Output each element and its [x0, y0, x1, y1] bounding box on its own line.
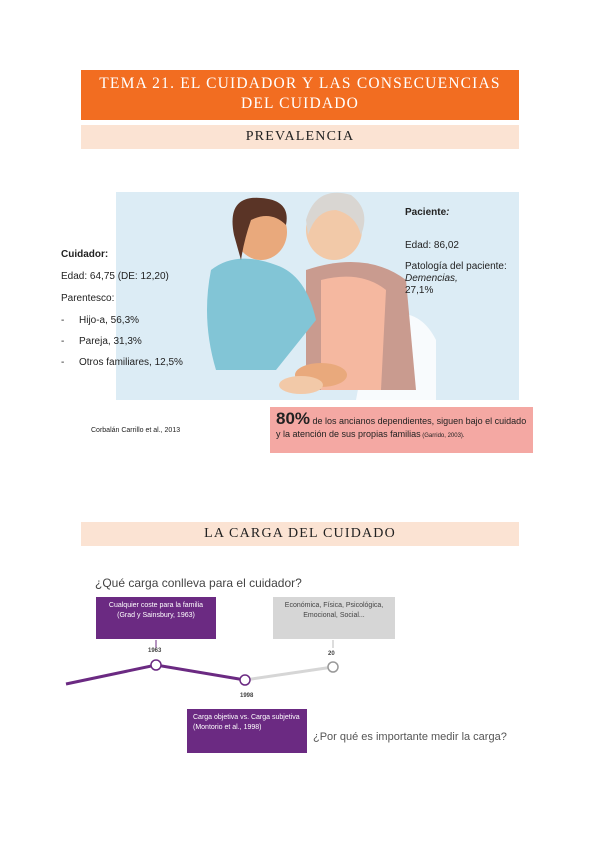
patient-heading: Paciente:	[405, 207, 450, 218]
patient-info	[405, 207, 515, 297]
section-heading-prevalencia: PREVALENCIA	[81, 125, 519, 149]
citation: Corbalán Carrillo et al., 2013	[91, 427, 181, 434]
stat-percentage: 80%	[276, 409, 311, 428]
list-item: - Pareja, 31,3%	[61, 336, 142, 347]
relationship-list	[61, 315, 211, 368]
caregiver-info	[61, 249, 211, 378]
timeline-year-2: 1998	[240, 693, 254, 699]
stat-citation: (Garrido, 2003).	[420, 433, 465, 439]
timeline	[60, 640, 360, 700]
timeline-year-3: 20	[328, 651, 335, 657]
timeline-year-1: 1963	[148, 648, 162, 654]
list-item: - Hijo-a, 56,3%	[61, 315, 140, 326]
patient-pathology: Patología del paciente: Demencias, 27,1%	[405, 261, 507, 296]
why-measure-question: ¿Por qué es importante medir la carga?	[313, 731, 507, 743]
statistic-callout	[270, 407, 533, 453]
timeline-box-3: Económica, Física, Psicológica, Emocional, Social...	[273, 597, 395, 639]
list-item: - Otros familiares, 12,5%	[61, 357, 183, 368]
timeline-box-1: Cualquier coste para la familia (Grad y Sainsbury, 1963)	[96, 597, 216, 639]
carga-question: ¿Qué carga conlleva para el cuidador?	[95, 576, 302, 590]
caregiver-heading: Cuidador:	[61, 249, 109, 260]
section-heading-carga: LA CARGA DEL CUIDADO	[81, 522, 519, 546]
caregiver-relationship-label: Parentesco:	[61, 293, 115, 304]
stat-text: de los ancianos dependientes, siguen bajo el cuidado y la atención de sus propias familias	[276, 416, 527, 439]
timeline-box-2: Carga objetiva vs. Carga subjetiva (Montorio et al., 1998)	[187, 709, 307, 753]
caregiver-age: Edad: 64,75 (DE: 12,20)	[61, 271, 169, 282]
page-title: TEMA 21. EL CUIDADOR Y LAS CONSECUENCIAS DEL CUIDADO	[81, 70, 519, 120]
patient-age: Edad: 86,02	[405, 240, 459, 251]
